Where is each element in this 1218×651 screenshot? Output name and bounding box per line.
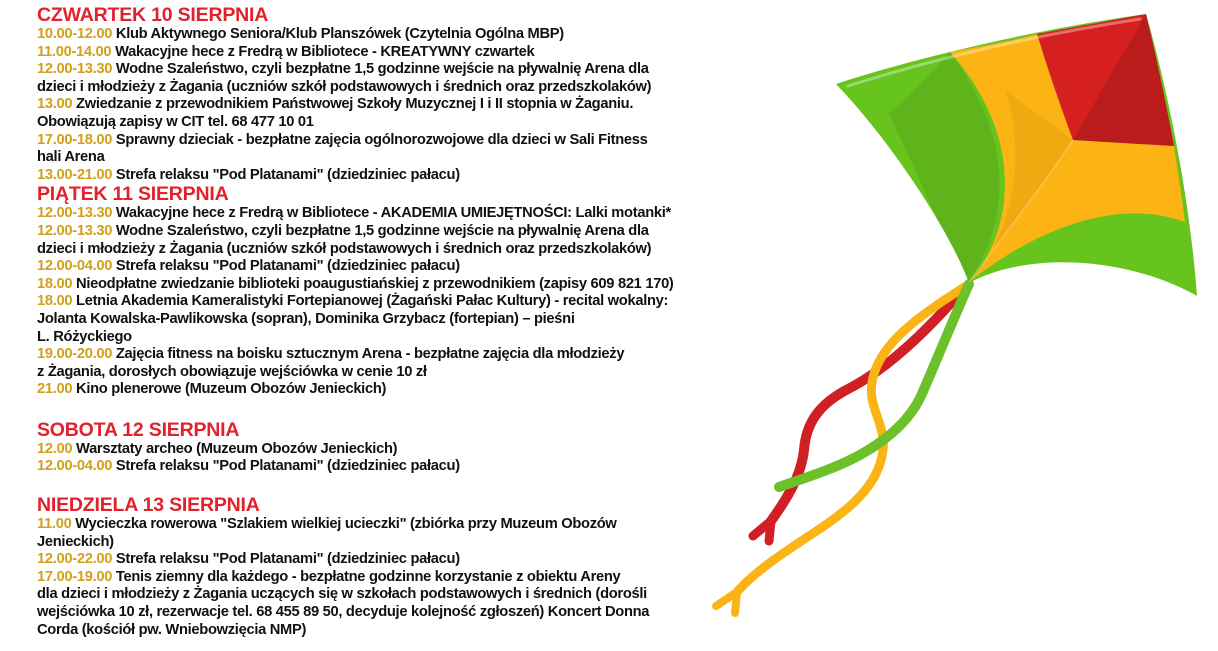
event-text-line: Corda (kościół pw. Wniebowzięcia NMP)	[37, 621, 307, 638]
event-text-line: hali Arena	[37, 149, 105, 166]
event-row	[37, 44, 807, 62]
event-text-line: Strefa relaksu "Pod Platanami" (dziedziniec pałacu)	[112, 166, 460, 183]
event-row	[37, 276, 807, 294]
event-time: 12.00-13.30	[37, 205, 113, 222]
event-row	[37, 293, 807, 346]
event-text-line: Wodne Szaleństwo, czyli bezpłatne 1,5 godzinne wejście na pływalnię Arena dla	[112, 61, 649, 78]
event-time: 12.00	[37, 440, 73, 457]
event-text-line: Kino plenerowe (Muzeum Obozów Jenieckich)	[72, 381, 387, 398]
event-row	[37, 258, 807, 276]
event-time: 12.00-04.00	[37, 258, 113, 275]
event-text-line: wejściówka 10 zł, rezerwacje tel. 68 455 89 50, decyduje kolejność zgłoszeń) Koncert Donna	[37, 604, 650, 621]
event-time: 13.00-21.00	[37, 166, 113, 183]
event-text-line: Jolanta Kowalska-Pawlikowska (sopran), Dominika Grzybacz (fortepian) – pieśni	[37, 310, 575, 327]
day-section	[37, 5, 807, 184]
event-row	[37, 381, 807, 399]
event-text-line: Strefa relaksu "Pod Platanami" (dziedziniec pałacu)	[112, 258, 460, 275]
event-text-line: Wakacyjne hece z Fredrą w Bibliotece - KREATYWNY czwartek	[111, 43, 535, 60]
event-time: 18.00	[37, 275, 73, 292]
event-time: 17.00-19.00	[37, 568, 113, 585]
event-text-line: z Żagania, dorosłych obowiązuje wejściówka w cenie 10 zł	[37, 363, 427, 380]
event-time: 12.00-13.30	[37, 61, 113, 78]
event-text-line: Wycieczka rowerowa "Szlakiem wielkiej ucieczki" (zbiórka przy Muzeum Obozów	[71, 516, 617, 533]
day-header: PIĄTEK 11 SIERPNIA	[37, 183, 229, 206]
event-text-line: Strefa relaksu "Pod Platanami" (dziedziniec pałacu)	[112, 458, 460, 475]
event-text-line: Wodne Szaleństwo, czyli bezpłatne 1,5 godzinne wejście na pływalnię Arena dla	[112, 222, 649, 239]
event-row	[37, 516, 807, 551]
event-text-line: dzieci i młodzieży z Żagania (uczniów szkół podstawowych i średnich oraz przedszkolaków)	[37, 78, 652, 95]
event-text-line: Zwiedzanie z przewodnikiem Państwowej Szkoły Muzycznej I i II stopnia w Żaganiu.	[72, 96, 634, 113]
event-time: 17.00-18.00	[37, 131, 113, 148]
event-row	[37, 167, 807, 185]
event-text-line: Jenieckich)	[37, 533, 114, 550]
event-text-line: Sprawny dzieciak - bezpłatne zajęcia ogólnorozwojowe dla dzieci w Sali Fitness	[112, 131, 648, 148]
event-text-line: Klub Aktywnego Seniora/Klub Planszówek (Czytelnia Ogólna MBP)	[112, 26, 564, 42]
event-row	[37, 61, 807, 96]
event-time: 12.00-22.00	[37, 551, 113, 568]
event-text-line: dla dzieci i młodzieży z Żagania uczących się w szkołach podstawowych i średnich (dorośli	[37, 586, 647, 603]
event-text-line: Strefa relaksu "Pod Platanami" (dziedziniec pałacu)	[112, 551, 460, 568]
event-time: 18.00	[37, 293, 73, 310]
event-text-line: Zajęcia fitness na boisku sztucznym Arena - bezpłatne zajęcia dla młodzieży	[112, 346, 625, 363]
event-time: 21.00	[37, 381, 73, 398]
event-row	[37, 441, 807, 459]
event-text-line: Wakacyjne hece z Fredrą w Bibliotece - AKADEMIA UMIEJĘTNOŚCI: Lalki motanki*	[112, 205, 671, 222]
event-time: 12.00-04.00	[37, 458, 113, 475]
event-time: 12.00-13.30	[37, 222, 113, 239]
event-row	[37, 346, 807, 381]
event-row	[37, 551, 807, 569]
event-text-line: Nieodpłatne zwiedzanie biblioteki poaugustiańskiej z przewodnikiem (zapisy 609 821 170)	[72, 275, 674, 292]
event-row	[37, 223, 807, 258]
day-header: NIEDZIELA 13 SIERPNIA	[37, 494, 260, 517]
event-text-line: Tenis ziemny dla każdego - bezpłatne godzinne korzystanie z obiektu Areny	[112, 568, 621, 585]
day-section	[37, 184, 807, 399]
event-text-line: dzieci i młodzieży z Żagania (uczniów szkół podstawowych i średnich oraz przedszkolaków)	[37, 240, 652, 257]
day-section	[37, 495, 807, 639]
event-time: 11.00-14.00	[37, 43, 112, 60]
event-text-line: Letnia Akademia Kameralistyki Fortepianowej (Żagański Pałac Kultury) - recital wokalny:	[72, 293, 669, 310]
event-text-line: Obowiązują zapisy w CIT tel. 68 477 10 01	[37, 113, 314, 130]
event-row	[37, 132, 807, 167]
event-row	[37, 96, 807, 131]
event-row	[37, 458, 807, 476]
event-row	[37, 26, 807, 44]
event-text-line: Warsztaty archeo (Muzeum Obozów Jenieckich)	[72, 440, 398, 457]
event-text-line: L. Różyckiego	[37, 328, 132, 345]
schedule	[37, 5, 807, 639]
day-header: CZWARTEK 10 SIERPNIA	[37, 4, 269, 26]
event-time: 10.00-12.00	[37, 26, 113, 42]
event-time: 11.00	[37, 516, 72, 533]
day-section	[37, 420, 807, 476]
event-time: 13.00	[37, 96, 73, 113]
day-header: SOBOTA 12 SIERPNIA	[37, 418, 240, 441]
event-row	[37, 205, 807, 223]
event-row	[37, 569, 807, 639]
event-time: 19.00-20.00	[37, 346, 113, 363]
